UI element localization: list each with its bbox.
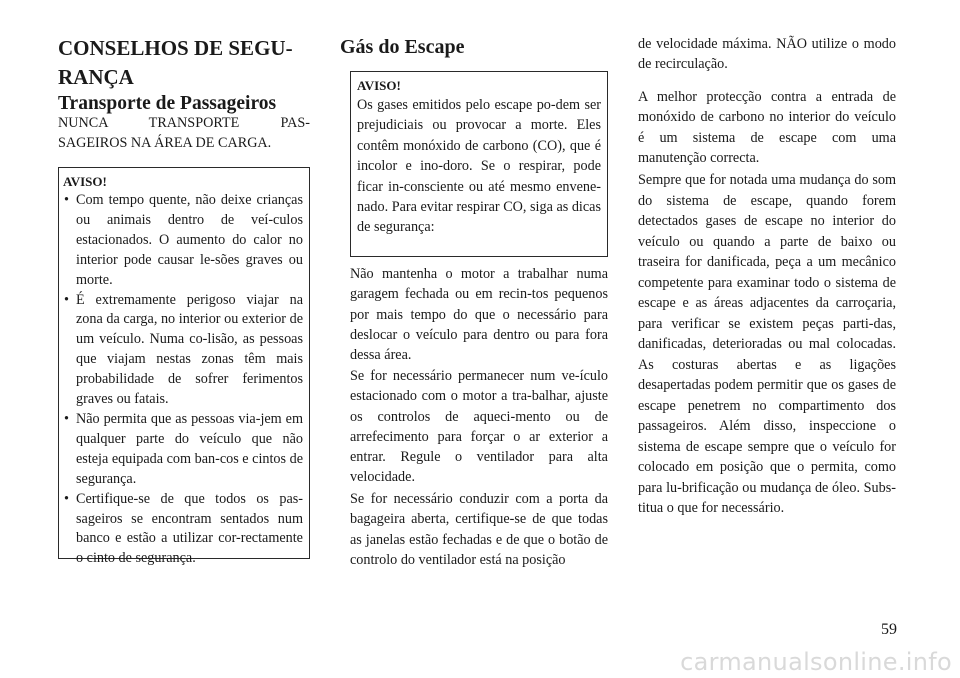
warning-list-item <box>63 291 303 410</box>
warning-box-exhaust <box>350 71 608 257</box>
intro-text-line-2: SAGEIROS NA ÁREA DE CARGA. <box>58 135 272 151</box>
warning-box-passengers <box>58 167 310 567</box>
paragraph: A melhor protecção contra a entrada de monóxido de carbono no interior do veículo é um sistema de escape com uma manutenção correcta. <box>638 89 896 166</box>
intro-text-line-1: NUNCA TRANSPORTE PAS- <box>58 115 310 131</box>
paragraph: Se for necessário conduzir com a porta da bagageira aberta, certifique-se de que todas as janelas estão fechadas e de que o botão de controlo do ventilador está na posição <box>350 491 608 568</box>
paragraph: Se for necessário permanecer num ve-ículo estacionado com o motor a tra-balhar, ajuste os controlos de aqueci-mento ou de arrefecimento para forçar o ar exterior a entrar. Regule o ventilador para alta velocidade. <box>350 368 608 486</box>
warning-item-text: Com tempo quente, não deixe crianças ou animais dentro de veí-culos estacionados. O aumento do calor no interior pode causar le-sões graves ou morte. <box>76 192 303 288</box>
warning-title: AVISO! <box>357 78 401 93</box>
paragraph: Não mantenha o motor a trabalhar numa garagem fechada ou em recin-tos pequenos por mais tempo do que o necessário para deslocar o veículo para dentro ou para fora dessa área. <box>350 266 608 364</box>
intro-text <box>58 113 310 153</box>
bullet-icon: • <box>64 490 69 507</box>
paragraph: de velocidade máxima. NÃO utilize o modo de recirculação. <box>638 36 896 73</box>
warning-list-item <box>63 191 303 291</box>
warning-item-text: Não permita que as pessoas via-jem em qualquer parte do veículo que não esteja equipada com ban-cos e cintos de segurança. <box>76 410 303 487</box>
warning-item-text: Certifique-se de que todos os pas-sageiros se encontram sentados num banco e estão a utilizar cor-rectamente o cinto de segurança. <box>76 490 303 567</box>
page-number: 59 <box>881 621 897 638</box>
bullet-icon: • <box>64 192 69 208</box>
warning-item-text: É extremamente perigoso viajar na zona da carga, no interior ou exterior de um veículo. Numa co-lisão, as pessoas que viajam nestas zonas têm mais probabilidade de sofrer ferimentos graves ou fatais. <box>76 291 303 408</box>
section-heading-exhaust: Gás do Escape <box>340 36 465 58</box>
warning-text: Os gases emitidos pelo escape po-dem ser prejudiciais ou provocar a morte. Eles contêm monóxido de carbono (CO), que é incolor e ino-doro. Se o respirar, pode ficar in-consciente ou até mesmo envene-nado. Para evitar respirar CO, siga as dicas de segurança: <box>357 97 601 236</box>
page-title-line-2: RANÇA <box>58 65 134 89</box>
section-heading-passengers: Transporte de Passageiros <box>58 93 277 114</box>
watermark: carmanualsonline.info <box>680 648 952 676</box>
bullet-icon: • <box>64 291 69 308</box>
paragraph: Sempre que for notada uma mudança do som do sistema de escape, quando forem detectados gases de escape no interior do veículo ou quando a parte de baixo ou traseira for danificada, peça a um mecânico competente para examinar todo o sistema de escape e as áreas adjacentes da carroçaria, para verificar se existem peças parti-das, danificadas, deterioradas ou mal colocadas. As costuras abertas e as ligações desapertadas podem permitir que os gases de escape penetrem no compartimento dos passageiros. Além disso, inspeccione o sistema de escape sempre que o veículo for colocado em posição que o permita, como para lu-brificação ou mudança de óleo. Subs-titua o que for necessário. <box>638 172 896 516</box>
warning-list-item <box>63 490 303 570</box>
page-title-line-1: CONSELHOS DE SEGU- <box>58 36 293 60</box>
warning-title: AVISO! <box>63 174 107 189</box>
warning-list <box>63 191 303 569</box>
bullet-icon: • <box>64 410 69 427</box>
warning-list-item <box>63 410 303 490</box>
page-title <box>58 34 310 92</box>
